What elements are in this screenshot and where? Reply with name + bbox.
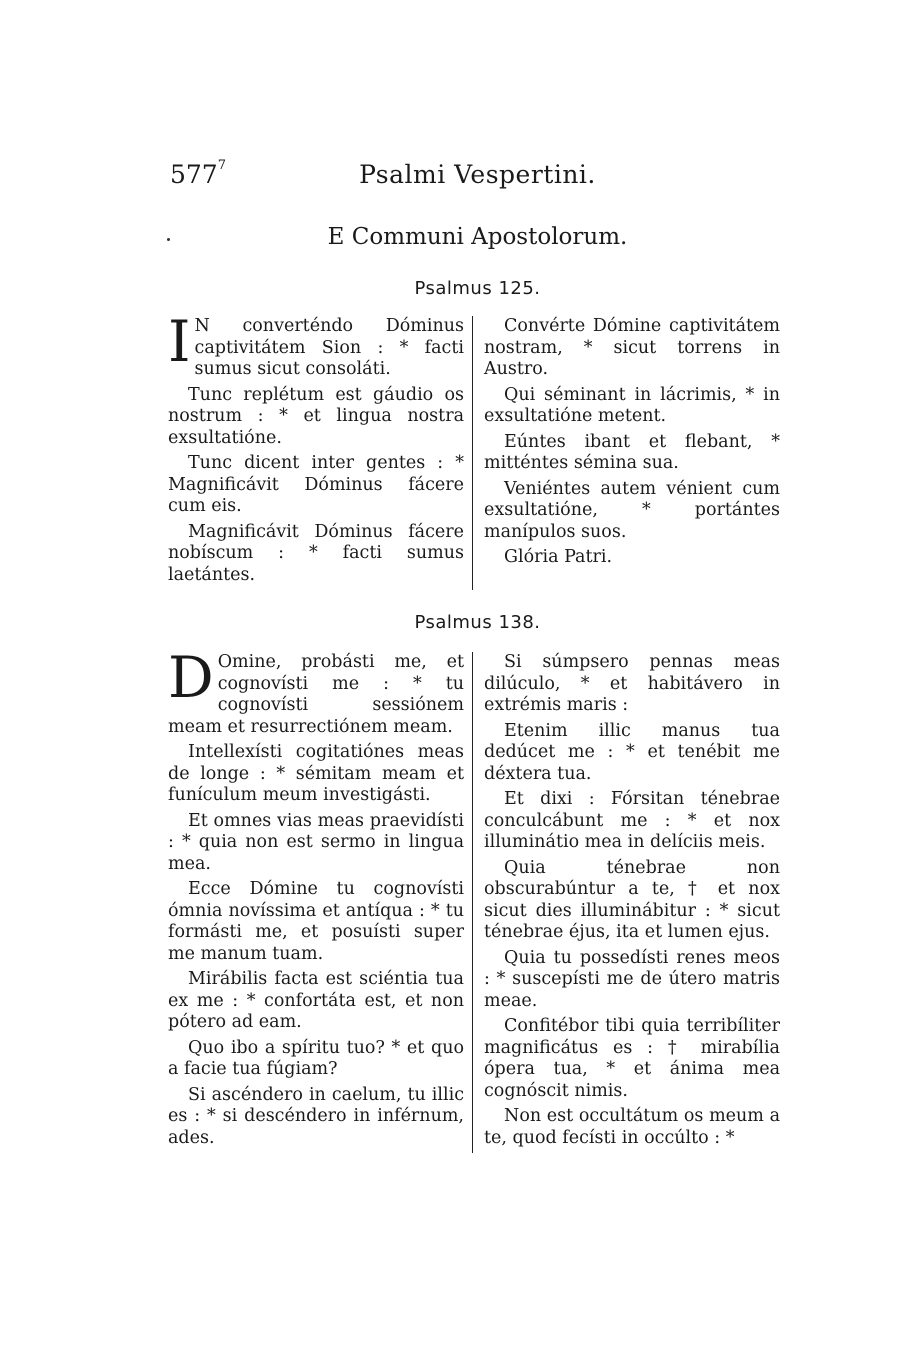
section-title: E Communi Apostolorum. <box>327 224 628 250</box>
verse: Confitébor tibi quia terribíliter magnificátus es : † mirabília ópera tua, * et ánima mea cognóscit nimis. <box>484 1016 780 1101</box>
verse: Si súmpsero pennas meas dilúculo, * et habitávero in extrémis maris : <box>484 652 780 715</box>
verse: Mirábilis facta est sciéntia tua ex me : * confortáta est, et non pótero ad eam. <box>168 969 464 1032</box>
verse: Eúntes ibant et flebant, * mitténtes sémina sua. <box>484 431 780 473</box>
psalm-138-title: Psalmus 138. <box>414 612 541 633</box>
verse: Ecce Dómine tu cognovísti ómnia novíssima et antíqua : * tu formásti me, et posuísti super me manum tuam. <box>168 879 464 964</box>
drop-cap: I <box>168 309 191 375</box>
verse: Et dixi : Fórsitan ténebrae conculcábunt me : * et nox illuminátio mea in delíciis meis. <box>484 789 780 852</box>
psalm-125-left-column <box>168 309 472 590</box>
verse: Magnificávit Dóminus fácere nobíscum : * facti sumus laetántes. <box>168 521 464 585</box>
verse: Intellexísti cogitatiónes meas de longe : * sémitam meam et funículum meum investigásti. <box>168 742 464 805</box>
page-number: $577^7$ <box>170 158 226 189</box>
verse: Convérte Dómine captivitátem nostram, * sicut torrens in Austro. <box>484 316 780 379</box>
page-number-sup: 7 <box>217 158 226 173</box>
psalm-138-left-column <box>168 645 472 1153</box>
page-header <box>170 160 785 200</box>
psalm-125-columns <box>168 309 785 590</box>
verse: Quia ténebrae non obscurabúntur a te, † et nox sicut dies illuminábitur : * sicut ténebrae éjus, ita et lumen ejus. <box>484 857 780 942</box>
verse: Tunc dicent inter gentes : * Magnificávit Dóminus fácere cum eis. <box>168 453 464 516</box>
psalm-125-title: Psalmus 125. <box>414 278 541 299</box>
verse: Tunc replétum est gáudio os nostrum : * et lingua nostra exsultatióne. <box>168 384 464 448</box>
verse: Qui séminant in lácrimis, * in exsultatióne metent. <box>484 384 780 426</box>
verse: Non est occultátum os meum a te, quod fecísti in occúlto : * <box>484 1106 780 1148</box>
verse: Et omnes vias meas praevidísti : * quia non est sermo in lingua mea. <box>168 810 464 874</box>
verse: Si ascéndero in caelum, tu illic es : * si descéndero in inférnum, ades. <box>168 1084 464 1148</box>
drop-cap: D <box>168 645 214 711</box>
verse: Quo ibo a spíritu tuo? * et quo a facie tua fúgiam? <box>168 1037 464 1079</box>
verse: Etenim illic manus tua dedúcet me : * et tenébit me déxtera tua. <box>484 720 780 784</box>
psalm-138-first-verse: D Omine, probásti me, et cognovísti me : * tu cognovísti sessiónem meam et resurrectiónem meam. <box>168 645 464 737</box>
running-head: Psalmi Vespertini. <box>359 160 596 189</box>
psalm-125-first-verse: I N converténdo Dóminus captivitátem Sion : * facti sumus sicut consoláti. <box>168 309 464 379</box>
verse: Veniéntes autem vénient cum exsultatióne, * portántes manípulos suos. <box>484 478 780 542</box>
psalm-138-columns <box>168 645 785 1153</box>
verse: Quia tu possedísti renes meos : * suscepísti me de útero matris meae. <box>484 947 780 1011</box>
psalm-138-right-column <box>472 652 780 1153</box>
psalm-125-right-column <box>472 316 780 590</box>
verse: Glória Patri. <box>504 547 613 567</box>
